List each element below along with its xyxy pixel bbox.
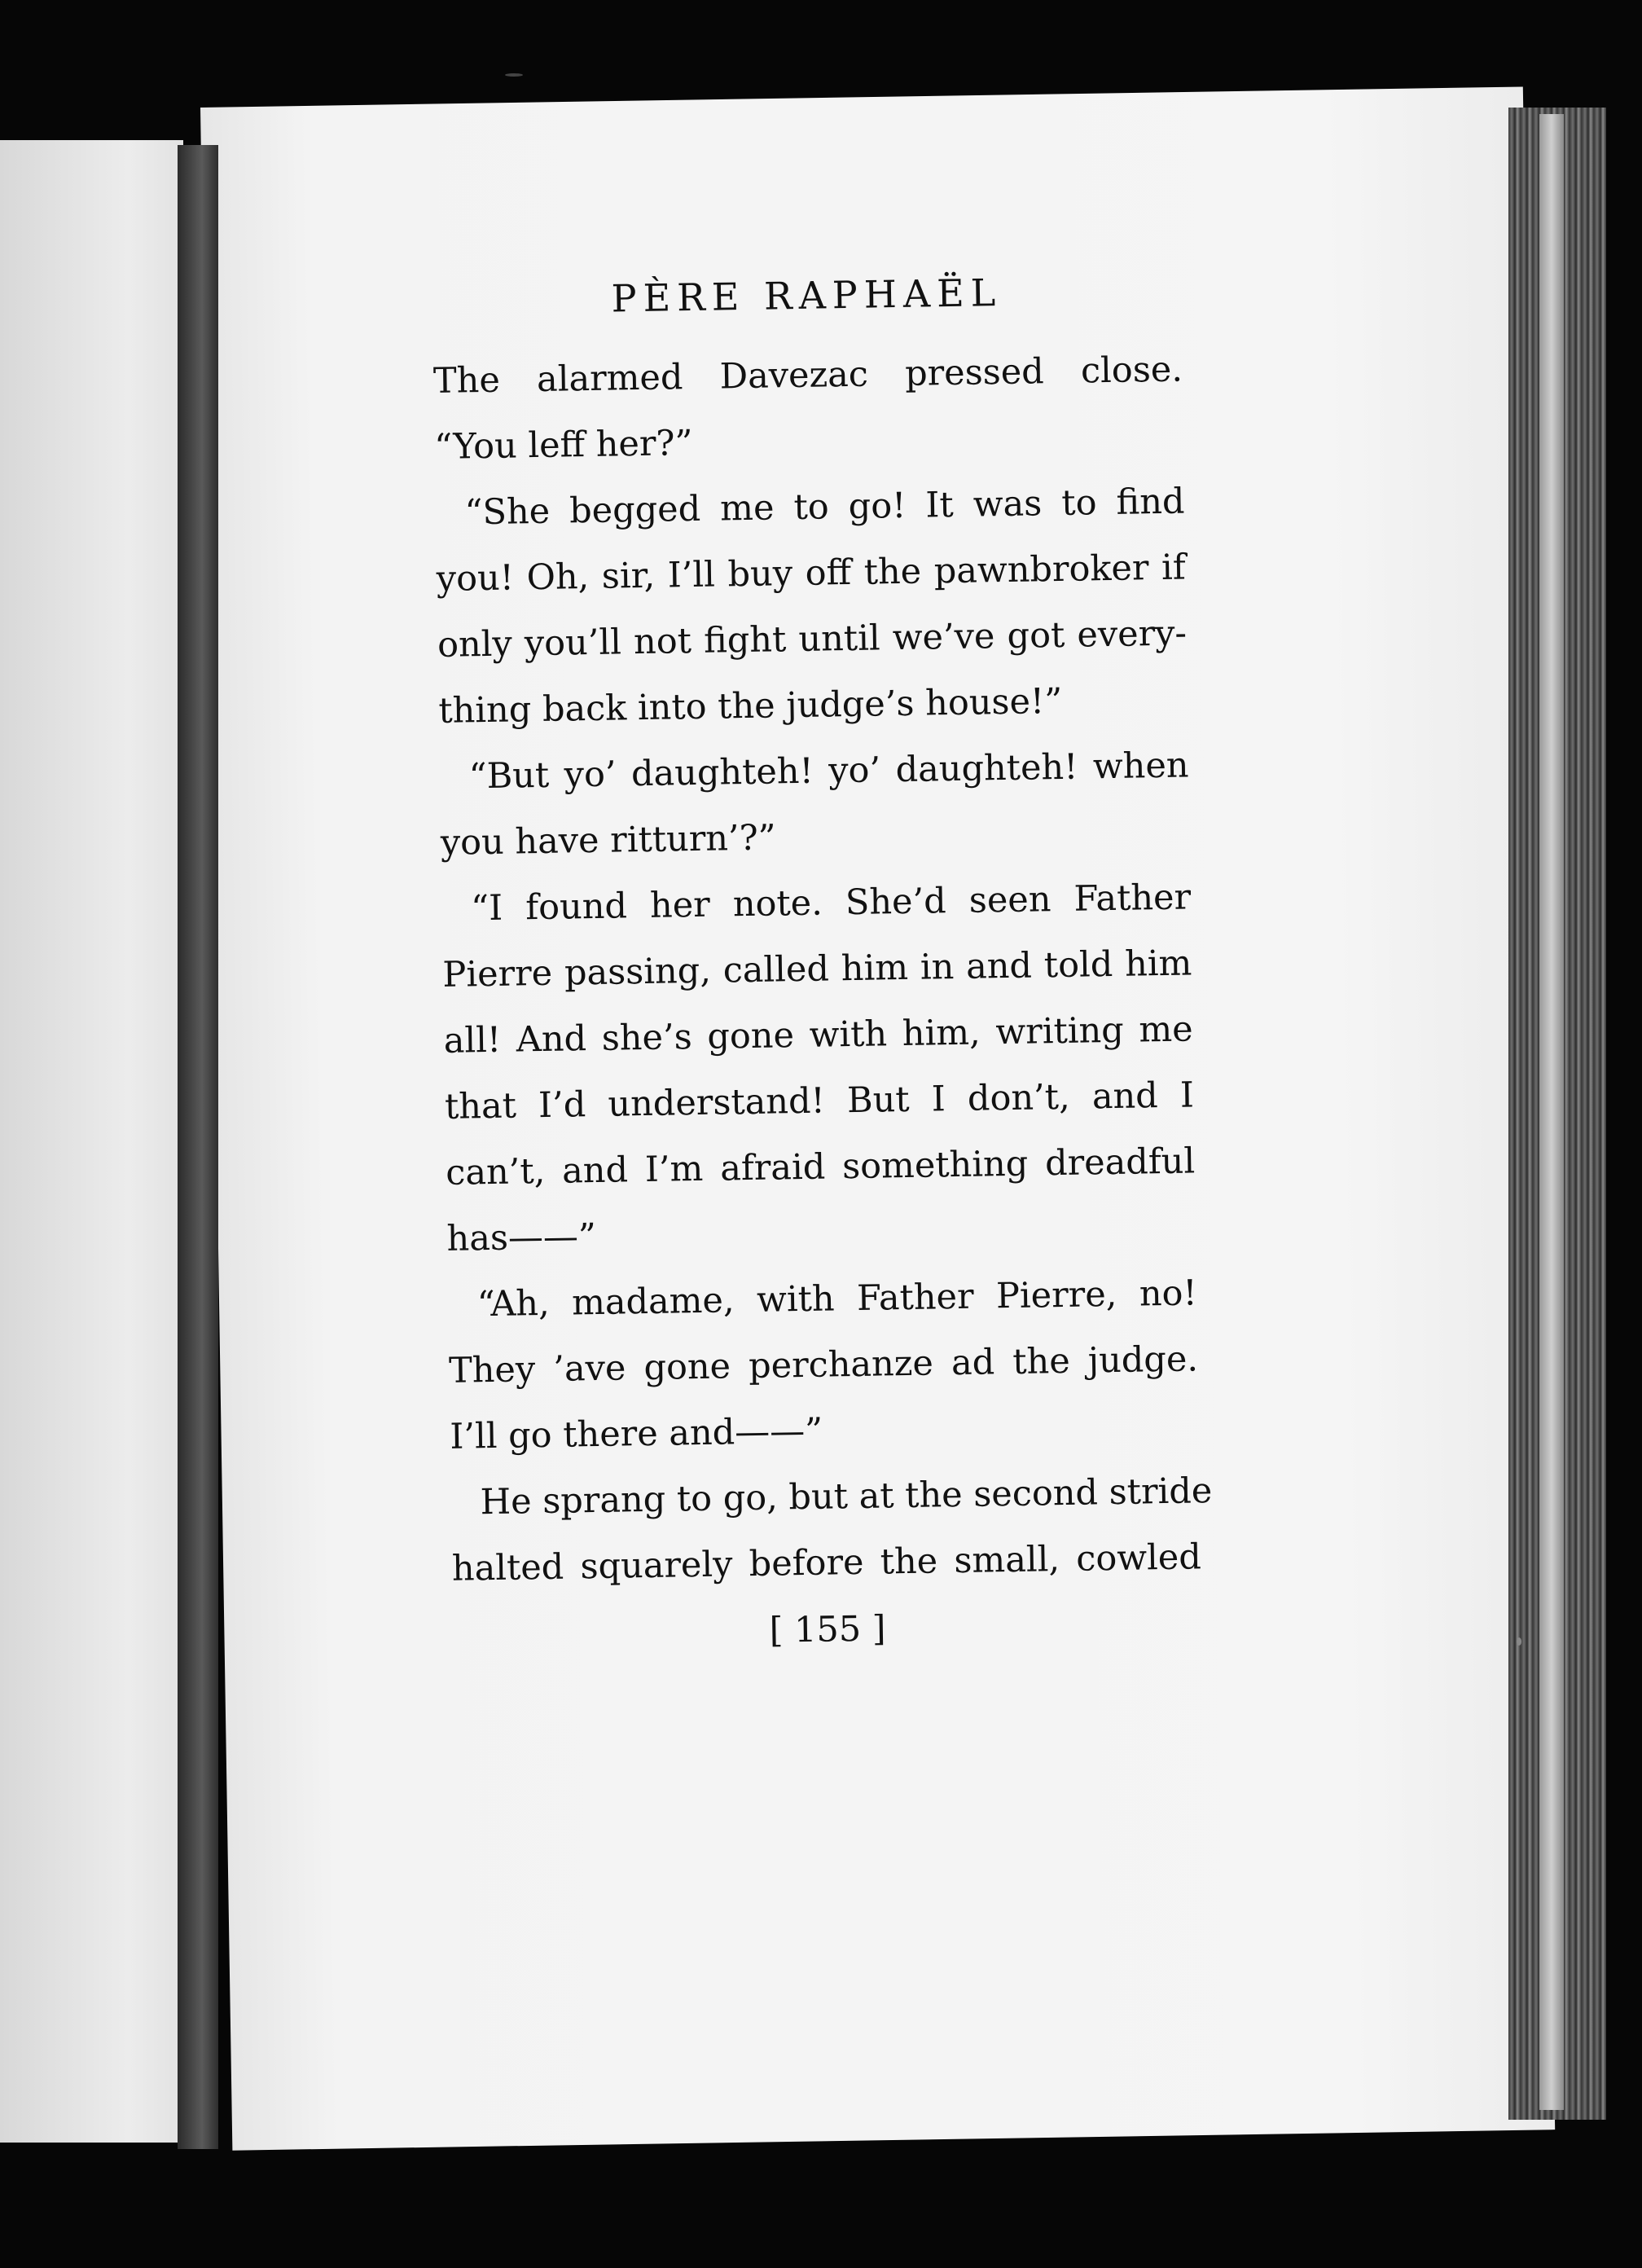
text-line: that I’d understand! But I don’t, and I (444, 1075, 1195, 1127)
dust-speck (1517, 1637, 1521, 1646)
text-line: only you’ll not fight until we’ve got every- (437, 613, 1188, 666)
page-number: [ 155 ] (769, 1608, 887, 1651)
text-line: has——” (446, 1215, 597, 1259)
text-line: “But yo’ daughteh! yo’ daughteh! when (468, 745, 1189, 798)
text-line: The alarmed Davezac pressed close. (432, 349, 1183, 402)
body-text (432, 337, 1213, 1602)
text-line: He sprang to go, but at the second stride (480, 1470, 1213, 1523)
text-line: you have ritturn’?” (440, 817, 777, 864)
text-line: thing back into the judge’s house!” (437, 680, 1063, 732)
text-line: They ’ave gone perchanze ad the judge. (448, 1338, 1199, 1391)
running-head: PÈRE RAPHAËL (611, 270, 1003, 321)
text-line: you! Oh, sir, I’ll buy off the pawnbroker if (436, 547, 1187, 600)
book-gutter (178, 145, 218, 2149)
text-line: can’t, and I’m afraid something dreadful (445, 1141, 1196, 1193)
dust-speck (505, 73, 523, 77)
text-line: Pierre passing, called him in and told him (442, 943, 1192, 996)
text-line: “I found her note. She’d seen Father (470, 877, 1192, 930)
text-line: “You leff her?” (433, 422, 693, 468)
left-page (0, 140, 183, 2143)
text-line: I’ll go there and——” (449, 1410, 823, 1457)
text-line: “Ah, madame, with Father Pierre, no! (476, 1272, 1198, 1325)
page-text-block (432, 266, 1213, 1664)
page-edges-highlight (1539, 114, 1564, 2110)
text-line: all! And she’s gone with him, writing me (443, 1009, 1194, 1061)
text-line: halted squarely before the small, cowled (451, 1536, 1202, 1589)
text-line: “She begged me to go! It was to find (464, 481, 1185, 534)
